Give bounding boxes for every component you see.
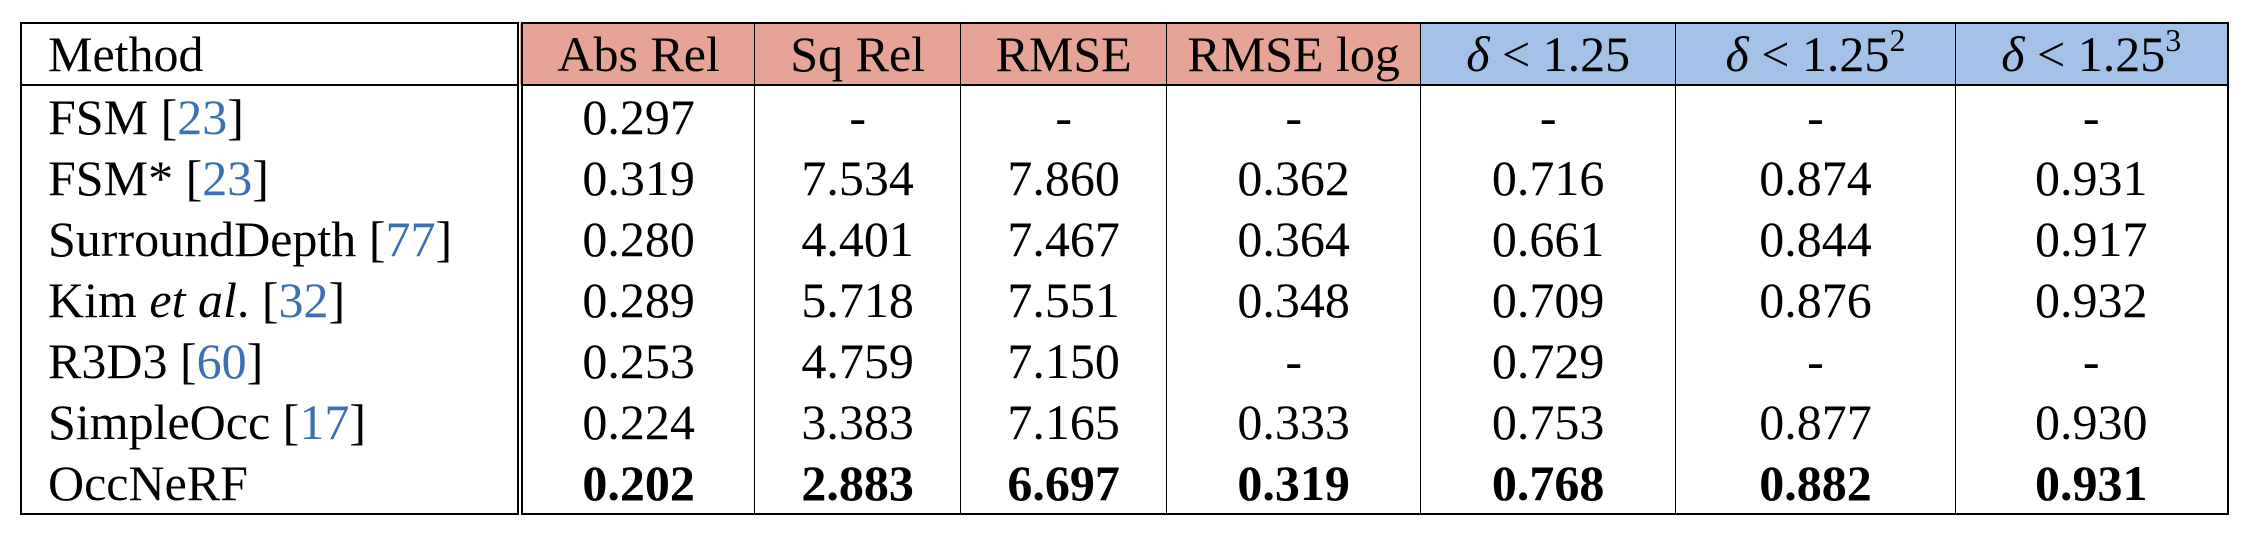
header-abs-rel: Abs Rel [520,23,755,85]
method-cell [21,452,520,514]
method-cell: FSM [23] [21,85,520,147]
sq-rel-value: 3.383 [755,391,960,452]
delta-2-value: - [1676,85,1955,147]
rmse-value: 7.150 [960,330,1166,391]
rmse-log-value: - [1167,85,1421,147]
delta-3-value: - [1955,85,2228,147]
citation-link[interactable]: 77 [385,210,436,267]
method-name: SurroundDepth [48,210,369,267]
delta-1-value: 0.768 [1420,452,1676,514]
rmse-log-value: 0.364 [1167,208,1421,269]
delta-3-value: - [1955,330,2228,391]
sq-rel-value: 5.718 [755,269,960,330]
delta-3-value: 0.917 [1955,208,2228,269]
abs-rel-value: 0.202 [520,452,755,514]
citation-link[interactable]: 23 [202,149,253,206]
method-cell: R3D3 [60] [21,330,520,391]
method-cell: SurroundDepth [77] [21,208,520,269]
method-name: FSM [48,88,161,145]
abs-rel-value: 0.297 [520,85,755,147]
header-delta-1: δ < 1.25 [1420,23,1676,85]
method-cell: SimpleOcc [17] [21,391,520,452]
rmse-value: 7.165 [960,391,1166,452]
rmse-log-value: 0.319 [1167,452,1421,514]
delta-1-value: - [1420,85,1676,147]
delta-3-value: 0.931 [1955,452,2228,514]
rmse-value: 7.551 [960,269,1166,330]
delta-1-value: 0.753 [1420,391,1676,452]
abs-rel-value: 0.253 [520,330,755,391]
method-name: OccNeRF [48,454,248,511]
rmse-value: 6.697 [960,452,1166,514]
abs-rel-value: 0.280 [520,208,755,269]
method-name-suffix: . [236,271,262,328]
header-sq-rel: Sq Rel [755,23,960,85]
header-delta-2: $\delta < 1.25^2$ [1676,23,1955,85]
delta-2-value: 0.876 [1676,269,1955,330]
sq-rel-value: 2.883 [755,452,960,514]
results-table [20,22,2229,515]
rmse-log-value: 0.348 [1167,269,1421,330]
header-rmse-log: RMSE log [1167,23,1421,85]
delta-1-value: 0.709 [1420,269,1676,330]
rmse-log-value: 0.333 [1167,391,1421,452]
sq-rel-value: 7.534 [755,147,960,208]
header-row [21,23,2228,85]
table-body [21,85,2228,514]
rmse-value: 7.467 [960,208,1166,269]
table-row [21,330,2228,391]
delta-2-value: 0.877 [1676,391,1955,452]
method-name-italic: et al [149,271,237,328]
rmse-value: - [960,85,1166,147]
abs-rel-value: 0.319 [520,147,755,208]
table-row [21,85,2228,147]
delta-1-value: 0.729 [1420,330,1676,391]
delta-2-value: 0.874 [1676,147,1955,208]
method-cell: FSM* [23] [21,147,520,208]
method-name: FSM* [48,149,186,206]
method-name: SimpleOcc [48,393,283,450]
citation-link[interactable]: 23 [177,88,228,145]
rmse-value: 7.860 [960,147,1166,208]
table-row [21,269,2228,330]
delta-1-value: 0.716 [1420,147,1676,208]
header-delta-3: $\delta < 1.25^3$ [1955,23,2228,85]
method-name: Kim [48,271,150,328]
table-row [21,452,2228,514]
citation-link[interactable]: 60 [196,332,247,389]
table-row [21,391,2228,452]
abs-rel-value: 0.224 [520,391,755,452]
citation-link[interactable]: 32 [278,271,329,328]
sq-rel-value: 4.401 [755,208,960,269]
delta-1-value: 0.661 [1420,208,1676,269]
header-method: Method [21,23,520,85]
method-cell: Kim et al. [32] [21,269,520,330]
table-row [21,147,2228,208]
header-rmse: RMSE [960,23,1166,85]
delta-3-value: 0.931 [1955,147,2228,208]
method-name: R3D3 [48,332,180,389]
sq-rel-value: - [755,85,960,147]
abs-rel-value: 0.289 [520,269,755,330]
table-row [21,208,2228,269]
rmse-log-value: 0.362 [1167,147,1421,208]
delta-2-value: - [1676,330,1955,391]
citation-link[interactable]: 17 [299,393,350,450]
sq-rel-value: 4.759 [755,330,960,391]
delta-2-value: 0.882 [1676,452,1955,514]
delta-2-value: 0.844 [1676,208,1955,269]
rmse-log-value: - [1167,330,1421,391]
delta-3-value: 0.932 [1955,269,2228,330]
delta-3-value: 0.930 [1955,391,2228,452]
